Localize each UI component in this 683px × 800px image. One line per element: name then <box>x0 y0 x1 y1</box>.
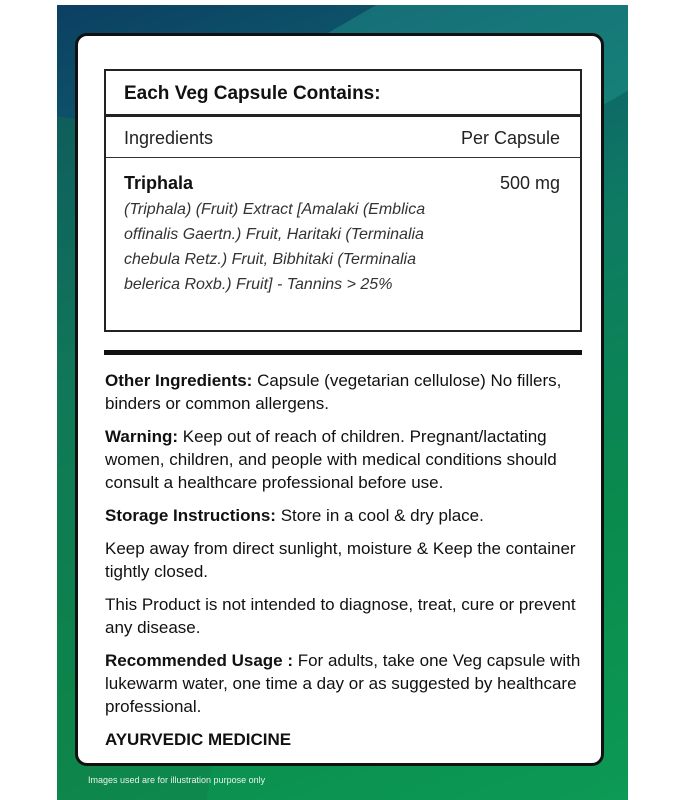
section-divider <box>104 350 582 355</box>
illustration-disclaimer: Images used are for illustration purpose only <box>88 775 266 785</box>
other-ingredients-label: Other Ingredients: <box>105 371 253 390</box>
supplement-facts-table <box>104 69 582 332</box>
ingredient-amount: 500 mg <box>499 173 560 193</box>
ingredient-name: Triphala <box>124 173 194 193</box>
warning-label: Warning: <box>105 427 179 446</box>
warning-text: Keep out of reach of children. Pregnant/lactating women, children, and people with medical conditions should consult a healthcare professional before use. <box>105 427 557 492</box>
table-title: Each Veg Capsule Contains: <box>124 83 381 104</box>
table-column-headers <box>106 117 580 158</box>
other-ingredients <box>105 369 585 415</box>
storage-instructions <box>105 504 585 527</box>
category-text: AYURVEDIC MEDICINE <box>105 730 292 749</box>
recommended-usage <box>105 649 585 718</box>
table-header <box>106 71 580 117</box>
column-per-capsule: Per Capsule <box>460 128 560 148</box>
warning <box>105 425 585 494</box>
category-label <box>105 728 585 751</box>
label-card <box>75 33 604 766</box>
usage-label: Recommended Usage : <box>105 651 293 670</box>
other-ingredients-text: Capsule (vegetarian cellulose) No fillers, binders or common allergens. <box>105 371 562 413</box>
ingredient-description: (Triphala) (Fruit) Extract [Amalaki (Emblica offinalis Gaertn.) Fruit, Haritaki (Terminalia chebula Retz.) Fruit, Bibhitaki (Terminalia belerica Roxb.) Fruit] - Tannins > 25% <box>124 201 426 293</box>
storage-label: Storage Instructions: <box>105 506 276 525</box>
column-ingredients: Ingredients <box>124 128 214 148</box>
label-text <box>105 369 585 761</box>
disclaimer-text: This Product is not intended to diagnose, treat, cure or prevent any disease. <box>105 595 576 637</box>
storage-text: Store in a cool & dry place. <box>275 506 484 525</box>
keep-away-text: Keep away from direct sunlight, moisture & Keep the container tightly closed. <box>105 539 576 581</box>
usage-text: For adults, take one Veg capsule with lukewarm water, one time a day or as suggested by healthcare professional. <box>105 651 581 716</box>
